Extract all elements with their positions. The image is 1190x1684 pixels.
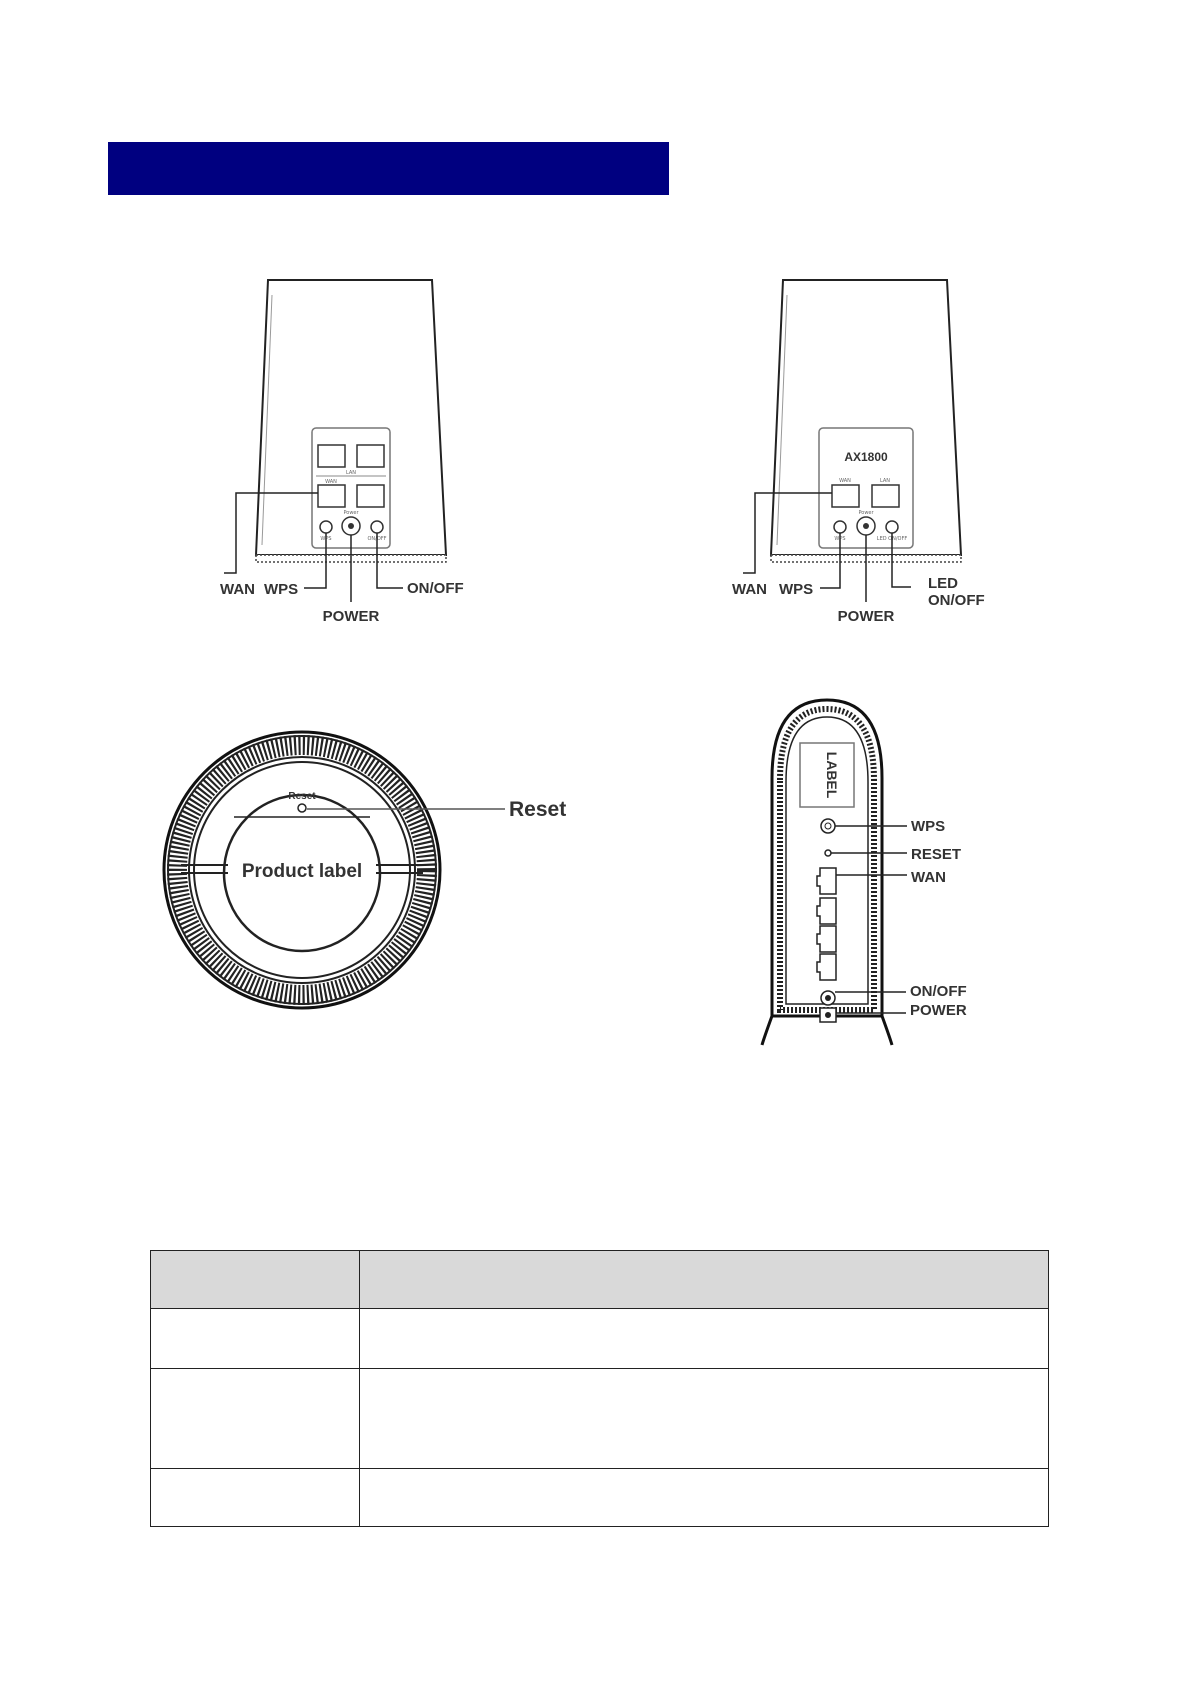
upright-power-jack-inner: [825, 1012, 831, 1018]
tower-b-power-jack-inner: [863, 523, 869, 529]
upright-onoff-callout: ON/OFF: [910, 983, 967, 1000]
tower-b-wps-tag: WPS: [834, 536, 846, 542]
tower-a-wps-tag: WPS: [320, 536, 332, 542]
tower-b-model-name: AX1800: [844, 450, 888, 464]
upright-wps-button: [821, 819, 835, 833]
tower-b-wps-button: [834, 521, 846, 533]
tower-b-lan-tag: LAN: [879, 478, 891, 484]
table-cell: [151, 1309, 360, 1369]
table-header-cell-2: [360, 1251, 1049, 1309]
round-reset-callout: Reset: [509, 798, 567, 821]
tower-b-power-callout: POWER: [837, 608, 895, 625]
upright-reset-hole: [825, 850, 831, 856]
upright-label-text: LABEL: [824, 751, 840, 799]
tower-b-wan-tag: WAN: [839, 478, 851, 484]
tower-b-onoff-callout: ON/OFF: [928, 592, 985, 609]
upright-power-callout: POWER: [910, 1002, 967, 1019]
upright-lan-port-3: [817, 954, 836, 980]
tower-b-led-button: [886, 521, 898, 533]
upright-onoff-button-inner: [825, 995, 831, 1001]
tower-a-onoff-button: [371, 521, 383, 533]
round-router-diagram: [150, 715, 590, 1025]
tower-a-lan-port-1: [318, 445, 345, 467]
round-product-label-text: Product label: [241, 861, 363, 882]
tower-b-wan-port: [832, 485, 859, 507]
tower-a-lan-port-2: [357, 445, 384, 467]
tower-a-wan-tag: WAN: [325, 479, 337, 485]
table-cell: [360, 1469, 1049, 1527]
tower-b-lan-port: [872, 485, 899, 507]
tower-a-lan-port-3: [357, 485, 384, 507]
tower-router-a-diagram: [210, 275, 470, 635]
table-cell: [360, 1369, 1049, 1469]
upright-router-diagram: [770, 698, 1010, 1043]
section-title-bar: [108, 142, 669, 195]
tower-b-led-tag: LED ON/OFF: [876, 536, 908, 542]
tower-b-power-tag: Power: [858, 510, 874, 516]
round-reset-small-text: Reset: [288, 791, 316, 802]
tower-b-led-callout: LED: [928, 575, 958, 592]
table-header-row: [151, 1251, 1049, 1309]
tower-b-wan-callout: WAN: [732, 581, 767, 598]
upright-wan-callout: WAN: [911, 869, 946, 886]
tower-a-power-tag: Power: [343, 510, 359, 516]
table-cell: [360, 1309, 1049, 1369]
table-cell: [151, 1469, 360, 1527]
tower-a-onoff-tag: ON/OFF: [367, 536, 387, 542]
tower-a-wps-callout: WPS: [264, 581, 299, 598]
upright-wps-callout: WPS: [911, 818, 946, 835]
tower-a-wan-callout: WAN: [220, 581, 255, 598]
table-row: [151, 1369, 1049, 1469]
upright-lan-port-2: [817, 926, 836, 952]
table-row: [151, 1469, 1049, 1527]
table-row: [151, 1309, 1049, 1369]
tower-router-b-diagram: [725, 275, 985, 635]
upright-wan-port: [817, 868, 836, 894]
table-cell: [151, 1369, 360, 1469]
tower-b-wps-callout: WPS: [779, 581, 814, 598]
tower-a-wan-port: [318, 485, 345, 507]
tower-a-power-jack-inner: [348, 523, 354, 529]
upright-reset-callout: RESET: [911, 846, 962, 863]
table-header-cell-1: [151, 1251, 360, 1309]
round-reset-hole: [298, 804, 306, 812]
tower-a-wps-button: [320, 521, 332, 533]
tower-a-onoff-callout: ON/OFF: [407, 580, 464, 597]
tower-a-lan-tag: LAN: [345, 470, 357, 476]
tower-a-power-callout: POWER: [322, 608, 380, 625]
spec-table: [150, 1250, 1049, 1527]
upright-lan-port-1: [817, 898, 836, 924]
